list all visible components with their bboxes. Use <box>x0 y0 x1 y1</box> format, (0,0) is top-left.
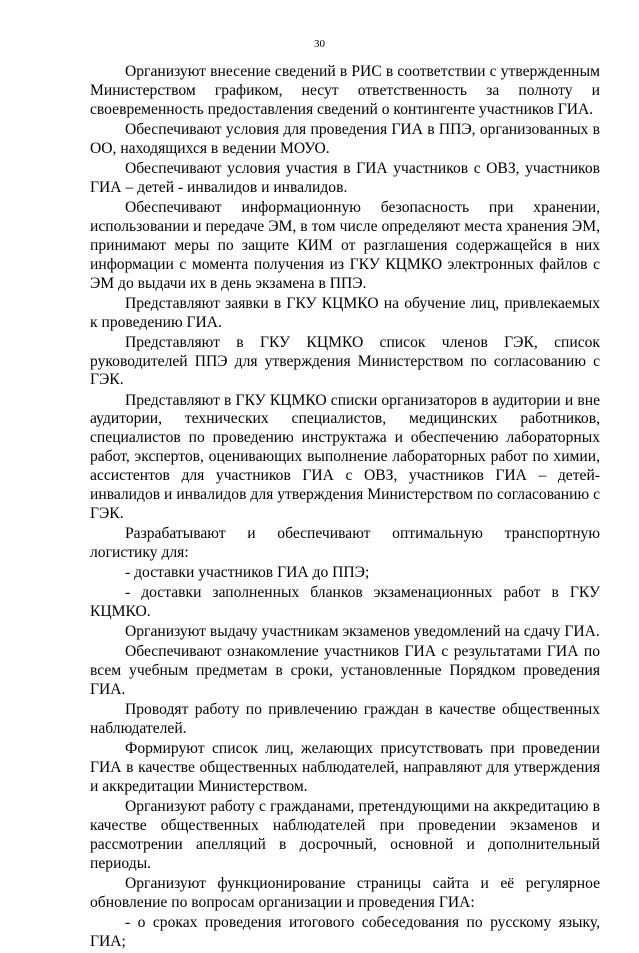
paragraph: Представляют в ГКУ КЦМКО список членов ГЭК, список руководителей ППЭ для утверждения Министерством по согласованию с ГЭК. <box>90 333 600 389</box>
paragraph: Обеспечивают условия участия в ГИА участников с ОВЗ, участников ГИА – детей - инвалидов и инвалидов. <box>90 159 600 196</box>
list-item: - о сроках проведения итогового собеседования по русскому языку, ГИА; <box>90 913 600 950</box>
list-item: - доставки заполненных бланков экзаменационных работ в ГКУ КЦМКО. <box>90 584 600 621</box>
paragraph: Организуют выдачу участникам экзаменов уведомлений на сдачу ГИА. <box>125 623 600 641</box>
list-item: - доставки участников ГИА до ППЭ; <box>125 564 370 582</box>
paragraph: Разрабатывают и обеспечивают оптимальную транспортную логистику для: <box>90 525 600 561</box>
paragraph: Обеспечивают условия для проведения ГИА в ППЭ, организованных в ОО, находящихся в ведении МОУО. <box>90 120 600 157</box>
paragraph: Представляют заявки в ГКУ КЦМКО на обучение лиц, привлекаемых к проведению ГИА. <box>90 294 600 331</box>
paragraph: Обеспечивают ознакомление участников ГИА с результатами ГИА по всем учебным предметам в сроки, установленные Порядком проведения ГИА. <box>90 643 600 699</box>
paragraph: Формируют список лиц, желающих присутствовать при проведении ГИА в качестве общественных наблюдателей, направляют для утверждения и аккредитации Министерством. <box>90 740 600 795</box>
paragraph: Представляют в ГКУ КЦМКО списки организаторов в аудитории и вне аудитории, технических специалистов, медицинских работников, специалистов по проведению инструктажа и обеспечению лабораторных работ, экспертов, оценивающих выполнение лабораторных работ по химии, ассистентов для участников ГИА с ОВЗ, участников ГИА – детей-инвалидов и инвалидов для утверждения Министерством по согласованию с ГЭК. <box>90 391 600 522</box>
paragraph: Проводят работу по привлечению граждан в качестве общественных наблюдателей. <box>90 701 600 738</box>
paragraph: Организуют функционирование страницы сайта и её регулярное обновление по вопросам организации и проведения ГИА: <box>90 874 600 911</box>
document-body <box>90 63 600 953</box>
paragraph: Организуют работу с гражданами, претендующими на аккредитацию в качестве общественных наблюдателей при проведении экзаменов и рассмотрении апелляций в досрочный, основной и дополнительный периоды. <box>90 798 600 872</box>
paragraph: Организуют внесение сведений в РИС в соответствии с утвержденным Министерством графиком, несут ответственность за полноту и своевременность предоставления сведений о контингенте участников ГИА. <box>90 63 600 118</box>
page-number: 30 <box>314 38 325 50</box>
paragraph: Обеспечивают информационную безопасность при хранении, использовании и передаче ЭМ, в том числе определяют места хранения ЭМ, принимают меры по защите КИМ от разглашения содержащейся в них информации с момента получения из ГКУ КЦМКО электронных файлов с ЭМ до выдачи их в день экзамена в ППЭ. <box>90 198 600 292</box>
